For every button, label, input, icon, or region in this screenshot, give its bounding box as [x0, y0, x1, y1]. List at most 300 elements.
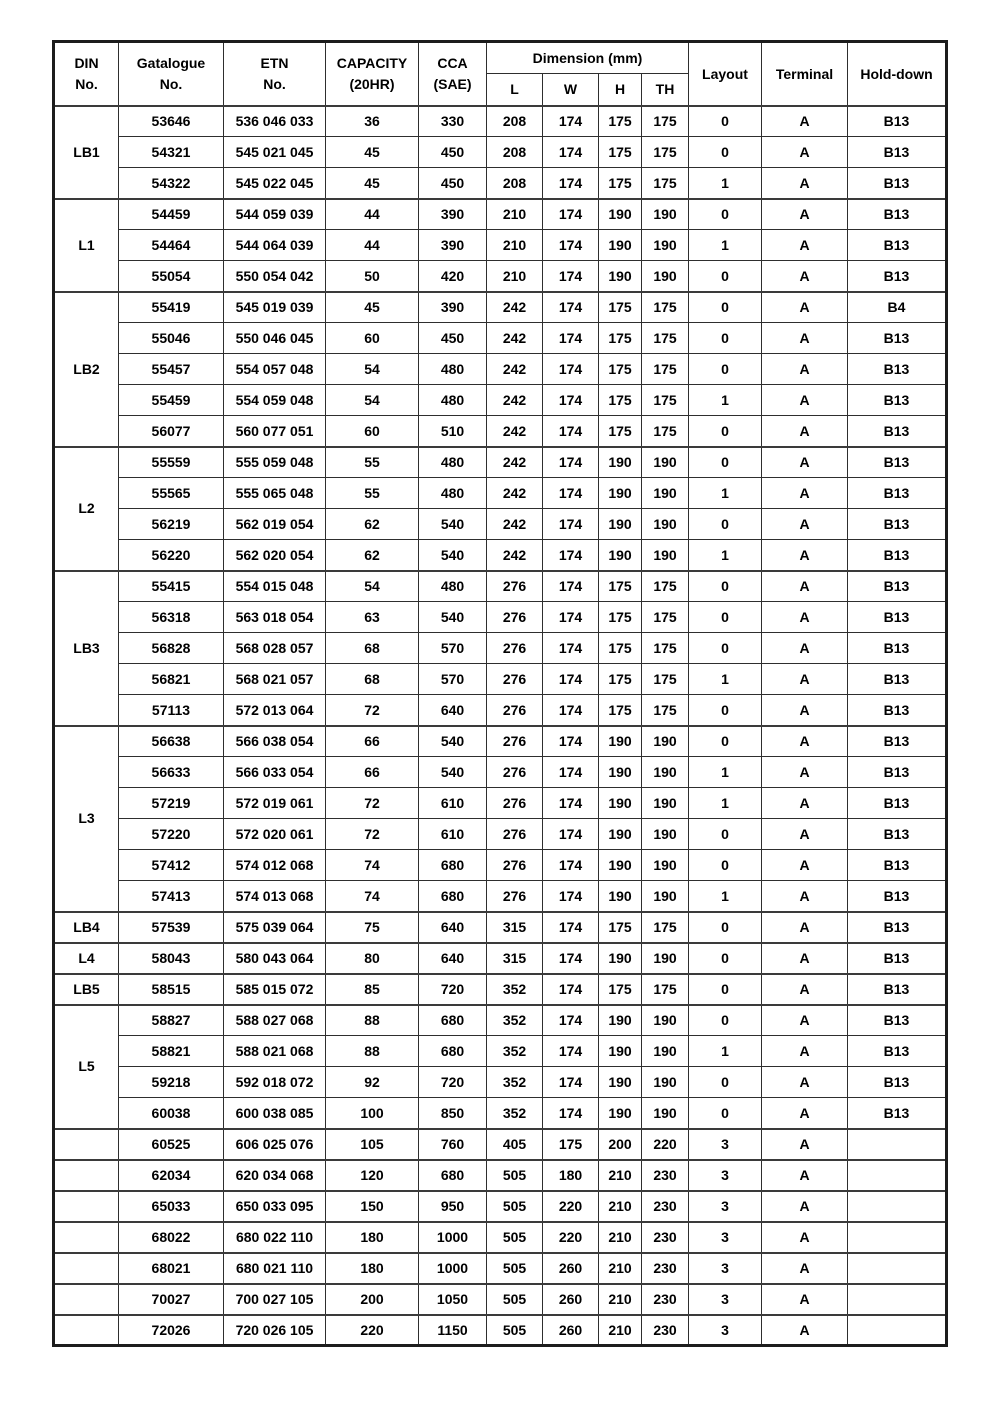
dim-l-cell: 276 — [487, 571, 543, 602]
dim-l-cell: 276 — [487, 757, 543, 788]
cca-sae-cell: 480 — [419, 354, 487, 385]
col-header-terminal: Terminal — [762, 42, 848, 106]
table-header — [54, 42, 947, 106]
catalogue-no-cell: 56828 — [119, 633, 224, 664]
table-row — [54, 1191, 947, 1222]
catalogue-no-cell: 57413 — [119, 881, 224, 912]
terminal-cell: A — [762, 540, 848, 571]
terminal-cell: A — [762, 292, 848, 323]
etn-no-cell: 554 059 048 — [224, 385, 326, 416]
dim-th-cell: 175 — [642, 137, 689, 168]
hold-down-cell: B13 — [848, 168, 947, 199]
dim-l-cell: 315 — [487, 943, 543, 974]
capacity-20hr-cell: 36 — [326, 106, 419, 137]
capacity-20hr-cell: 75 — [326, 912, 419, 943]
terminal-cell: A — [762, 354, 848, 385]
dim-h-cell: 190 — [599, 478, 642, 509]
catalogue-no-cell: 53646 — [119, 106, 224, 137]
catalogue-no-cell: 62034 — [119, 1160, 224, 1191]
dim-w-cell: 174 — [543, 478, 599, 509]
dim-th-cell: 175 — [642, 385, 689, 416]
dim-h-cell: 210 — [599, 1191, 642, 1222]
layout-cell: 1 — [689, 478, 762, 509]
terminal-cell: A — [762, 695, 848, 726]
dim-l-cell: 210 — [487, 230, 543, 261]
dim-w-cell: 174 — [543, 1098, 599, 1129]
dim-th-cell: 175 — [642, 695, 689, 726]
dim-th-cell: 190 — [642, 881, 689, 912]
table-row — [54, 602, 947, 633]
din-no-cell — [54, 1222, 119, 1253]
etn-no-cell: 572 019 061 — [224, 788, 326, 819]
etn-no-cell: 536 046 033 — [224, 106, 326, 137]
battery-spec-table — [52, 40, 948, 1347]
dim-l-cell: 242 — [487, 354, 543, 385]
table-row — [54, 509, 947, 540]
dim-w-cell: 174 — [543, 912, 599, 943]
table-row — [54, 788, 947, 819]
capacity-20hr-cell: 100 — [326, 1098, 419, 1129]
dim-th-cell: 175 — [642, 974, 689, 1005]
col-header-din-no — [54, 42, 119, 106]
table-row — [54, 1160, 947, 1191]
dim-h-cell: 175 — [599, 292, 642, 323]
terminal-cell: A — [762, 230, 848, 261]
dim-l-cell: 210 — [487, 261, 543, 292]
table-row — [54, 664, 947, 695]
cca-sae-cell: 640 — [419, 943, 487, 974]
dim-h-cell: 190 — [599, 1005, 642, 1036]
capacity-20hr-cell: 60 — [326, 416, 419, 447]
cca-sae-cell: 570 — [419, 664, 487, 695]
dim-h-cell: 175 — [599, 106, 642, 137]
din-group-l3 — [54, 726, 947, 912]
dim-l-cell: 276 — [487, 695, 543, 726]
din-no-cell — [54, 1253, 119, 1284]
catalogue-no-cell: 56077 — [119, 416, 224, 447]
cca-sae-cell: 1150 — [419, 1315, 487, 1346]
dim-th-cell: 175 — [642, 633, 689, 664]
dim-th-cell: 190 — [642, 850, 689, 881]
terminal-cell: A — [762, 137, 848, 168]
table-row — [54, 695, 947, 726]
dim-h-cell: 210 — [599, 1253, 642, 1284]
terminal-cell: A — [762, 664, 848, 695]
capacity-20hr-cell: 54 — [326, 385, 419, 416]
table-row — [54, 1067, 947, 1098]
dim-w-cell: 260 — [543, 1315, 599, 1346]
dim-w-cell: 220 — [543, 1222, 599, 1253]
table-row — [54, 633, 947, 664]
din-no-cell: LB2 — [54, 292, 119, 447]
capacity-20hr-cell: 220 — [326, 1315, 419, 1346]
table-row — [54, 1098, 947, 1129]
hold-down-cell: B13 — [848, 1036, 947, 1067]
catalogue-no-cell: 56318 — [119, 602, 224, 633]
dim-l-cell: 276 — [487, 633, 543, 664]
cca-sae-cell: 480 — [419, 385, 487, 416]
layout-cell: 3 — [689, 1191, 762, 1222]
capacity-20hr-cell: 68 — [326, 664, 419, 695]
col-header-cca-line1: CCA — [437, 54, 468, 71]
hold-down-cell: B13 — [848, 788, 947, 819]
din-no-cell: LB4 — [54, 912, 119, 943]
capacity-20hr-cell: 66 — [326, 726, 419, 757]
capacity-20hr-cell: 180 — [326, 1253, 419, 1284]
hold-down-cell: B13 — [848, 1098, 947, 1129]
etn-no-cell: 544 059 039 — [224, 199, 326, 230]
hold-down-cell: B13 — [848, 137, 947, 168]
dim-th-cell: 190 — [642, 726, 689, 757]
dim-w-cell: 174 — [543, 850, 599, 881]
dim-w-cell: 174 — [543, 881, 599, 912]
dim-w-cell: 174 — [543, 509, 599, 540]
capacity-20hr-cell: 85 — [326, 974, 419, 1005]
table-row — [54, 1129, 947, 1160]
etn-no-cell: 588 027 068 — [224, 1005, 326, 1036]
cca-sae-cell: 450 — [419, 168, 487, 199]
dim-l-cell: 242 — [487, 385, 543, 416]
dim-th-cell: 175 — [642, 168, 689, 199]
dim-w-cell: 174 — [543, 261, 599, 292]
cca-sae-cell: 760 — [419, 1129, 487, 1160]
col-header-catalogue-line2: No. — [159, 75, 183, 92]
etn-no-cell: 550 054 042 — [224, 261, 326, 292]
dim-w-cell: 174 — [543, 323, 599, 354]
layout-cell: 0 — [689, 726, 762, 757]
dim-h-cell: 175 — [599, 571, 642, 602]
capacity-20hr-cell: 55 — [326, 447, 419, 478]
layout-cell: 1 — [689, 881, 762, 912]
din-no-cell: L2 — [54, 447, 119, 571]
cca-sae-cell: 720 — [419, 1067, 487, 1098]
terminal-cell: A — [762, 199, 848, 230]
table-row — [54, 912, 947, 943]
dim-th-cell: 190 — [642, 478, 689, 509]
dim-th-cell: 190 — [642, 540, 689, 571]
dim-w-cell: 260 — [543, 1253, 599, 1284]
etn-no-cell: 580 043 064 — [224, 943, 326, 974]
catalogue-no-cell: 56633 — [119, 757, 224, 788]
etn-no-cell: 554 057 048 — [224, 354, 326, 385]
capacity-20hr-cell: 54 — [326, 354, 419, 385]
dim-w-cell: 174 — [543, 230, 599, 261]
col-header-catalogue-no — [119, 42, 224, 106]
etn-no-cell: 554 015 048 — [224, 571, 326, 602]
dim-h-cell: 175 — [599, 602, 642, 633]
table-row — [54, 1253, 947, 1284]
terminal-cell: A — [762, 106, 848, 137]
hold-down-cell: B13 — [848, 571, 947, 602]
catalogue-no-cell: 55565 — [119, 478, 224, 509]
dim-l-cell: 352 — [487, 1067, 543, 1098]
terminal-cell: A — [762, 168, 848, 199]
hold-down-cell: B13 — [848, 664, 947, 695]
terminal-cell: A — [762, 1129, 848, 1160]
cca-sae-cell: 390 — [419, 230, 487, 261]
table-row — [54, 819, 947, 850]
etn-no-cell: 650 033 095 — [224, 1191, 326, 1222]
cca-sae-cell: 1000 — [419, 1222, 487, 1253]
etn-no-cell: 545 021 045 — [224, 137, 326, 168]
terminal-cell: A — [762, 571, 848, 602]
terminal-cell: A — [762, 881, 848, 912]
layout-cell: 0 — [689, 1005, 762, 1036]
hold-down-cell: B13 — [848, 757, 947, 788]
capacity-20hr-cell: 68 — [326, 633, 419, 664]
dim-h-cell: 175 — [599, 323, 642, 354]
dim-h-cell: 200 — [599, 1129, 642, 1160]
etn-no-cell: 563 018 054 — [224, 602, 326, 633]
catalogue-no-cell: 56220 — [119, 540, 224, 571]
layout-cell: 0 — [689, 819, 762, 850]
hold-down-cell: B13 — [848, 447, 947, 478]
etn-no-cell: 555 059 048 — [224, 447, 326, 478]
etn-no-cell: 606 025 076 — [224, 1129, 326, 1160]
capacity-20hr-cell: 62 — [326, 540, 419, 571]
table-row — [54, 943, 947, 974]
table-row — [54, 261, 947, 292]
catalogue-no-cell: 57412 — [119, 850, 224, 881]
table-row — [54, 106, 947, 137]
capacity-20hr-cell: 55 — [326, 478, 419, 509]
layout-cell: 0 — [689, 1098, 762, 1129]
catalogue-no-cell: 72026 — [119, 1315, 224, 1346]
catalogue-no-cell: 55054 — [119, 261, 224, 292]
dim-h-cell: 175 — [599, 695, 642, 726]
hold-down-cell — [848, 1253, 947, 1284]
dim-th-cell: 175 — [642, 664, 689, 695]
capacity-20hr-cell: 72 — [326, 788, 419, 819]
etn-no-cell: 562 020 054 — [224, 540, 326, 571]
catalogue-no-cell: 70027 — [119, 1284, 224, 1315]
dim-h-cell: 175 — [599, 354, 642, 385]
terminal-cell: A — [762, 1067, 848, 1098]
capacity-20hr-cell: 63 — [326, 602, 419, 633]
etn-no-cell: 680 021 110 — [224, 1253, 326, 1284]
terminal-cell: A — [762, 850, 848, 881]
dim-w-cell: 174 — [543, 602, 599, 633]
table-row — [54, 1284, 947, 1315]
dim-l-cell: 505 — [487, 1191, 543, 1222]
dim-w-cell: 174 — [543, 199, 599, 230]
col-header-dim-th: TH — [642, 74, 689, 106]
dim-l-cell: 276 — [487, 726, 543, 757]
layout-cell: 0 — [689, 354, 762, 385]
cca-sae-cell: 680 — [419, 850, 487, 881]
terminal-cell: A — [762, 478, 848, 509]
etn-no-cell: 700 027 105 — [224, 1284, 326, 1315]
cca-sae-cell: 680 — [419, 1005, 487, 1036]
cca-sae-cell: 540 — [419, 540, 487, 571]
table-row — [54, 416, 947, 447]
dim-th-cell: 220 — [642, 1129, 689, 1160]
cca-sae-cell: 610 — [419, 819, 487, 850]
dim-l-cell: 405 — [487, 1129, 543, 1160]
din-group-blank — [54, 1222, 947, 1253]
din-group-blank — [54, 1253, 947, 1284]
layout-cell: 3 — [689, 1315, 762, 1346]
layout-cell: 1 — [689, 168, 762, 199]
layout-cell: 0 — [689, 137, 762, 168]
catalogue-no-cell: 58043 — [119, 943, 224, 974]
cca-sae-cell: 640 — [419, 912, 487, 943]
dim-th-cell: 230 — [642, 1191, 689, 1222]
etn-no-cell: 566 038 054 — [224, 726, 326, 757]
dim-w-cell: 174 — [543, 292, 599, 323]
dim-l-cell: 352 — [487, 1005, 543, 1036]
terminal-cell: A — [762, 1098, 848, 1129]
dim-h-cell: 190 — [599, 230, 642, 261]
capacity-20hr-cell: 150 — [326, 1191, 419, 1222]
hold-down-cell — [848, 1191, 947, 1222]
hold-down-cell: B4 — [848, 292, 947, 323]
dim-th-cell: 175 — [642, 106, 689, 137]
dim-th-cell: 230 — [642, 1160, 689, 1191]
dim-w-cell: 174 — [543, 137, 599, 168]
layout-cell: 0 — [689, 633, 762, 664]
layout-cell: 0 — [689, 106, 762, 137]
dim-h-cell: 210 — [599, 1284, 642, 1315]
hold-down-cell: B13 — [848, 199, 947, 230]
table-row — [54, 168, 947, 199]
table-row — [54, 1222, 947, 1253]
catalogue-no-cell: 56821 — [119, 664, 224, 695]
dim-w-cell: 174 — [543, 1067, 599, 1098]
table-row — [54, 478, 947, 509]
etn-no-cell: 588 021 068 — [224, 1036, 326, 1067]
layout-cell: 0 — [689, 943, 762, 974]
capacity-20hr-cell: 92 — [326, 1067, 419, 1098]
cca-sae-cell: 450 — [419, 137, 487, 168]
cca-sae-cell: 480 — [419, 447, 487, 478]
cca-sae-cell: 480 — [419, 571, 487, 602]
capacity-20hr-cell: 45 — [326, 292, 419, 323]
table-row — [54, 385, 947, 416]
dim-l-cell: 242 — [487, 540, 543, 571]
layout-cell: 0 — [689, 261, 762, 292]
layout-cell: 1 — [689, 1036, 762, 1067]
dim-th-cell: 175 — [642, 323, 689, 354]
din-no-cell — [54, 1129, 119, 1160]
layout-cell: 0 — [689, 199, 762, 230]
dim-w-cell: 174 — [543, 757, 599, 788]
hold-down-cell — [848, 1222, 947, 1253]
terminal-cell: A — [762, 974, 848, 1005]
dim-th-cell: 190 — [642, 1036, 689, 1067]
dim-l-cell: 505 — [487, 1222, 543, 1253]
layout-cell: 0 — [689, 974, 762, 1005]
capacity-20hr-cell: 54 — [326, 571, 419, 602]
table-row — [54, 292, 947, 323]
dim-l-cell: 505 — [487, 1284, 543, 1315]
catalogue-no-cell: 55457 — [119, 354, 224, 385]
din-no-cell — [54, 1315, 119, 1346]
dim-w-cell: 174 — [543, 819, 599, 850]
cca-sae-cell: 850 — [419, 1098, 487, 1129]
catalogue-no-cell: 57539 — [119, 912, 224, 943]
din-group-lb3 — [54, 571, 947, 726]
layout-cell: 1 — [689, 788, 762, 819]
dim-th-cell: 230 — [642, 1315, 689, 1346]
cca-sae-cell: 390 — [419, 199, 487, 230]
col-header-capacity-line1: CAPACITY — [336, 54, 408, 71]
layout-cell: 0 — [689, 571, 762, 602]
din-no-cell — [54, 1284, 119, 1315]
etn-no-cell: 566 033 054 — [224, 757, 326, 788]
col-header-cca — [419, 42, 487, 106]
dim-h-cell: 175 — [599, 385, 642, 416]
din-no-cell — [54, 1191, 119, 1222]
cca-sae-cell: 640 — [419, 695, 487, 726]
etn-no-cell: 545 019 039 — [224, 292, 326, 323]
dim-h-cell: 190 — [599, 1067, 642, 1098]
cca-sae-cell: 570 — [419, 633, 487, 664]
din-group-lb4 — [54, 912, 947, 943]
table-row — [54, 726, 947, 757]
dim-th-cell: 175 — [642, 292, 689, 323]
dim-h-cell: 190 — [599, 881, 642, 912]
dim-th-cell: 190 — [642, 199, 689, 230]
dim-l-cell: 210 — [487, 199, 543, 230]
catalogue-no-cell: 55559 — [119, 447, 224, 478]
hold-down-cell: B13 — [848, 540, 947, 571]
cca-sae-cell: 950 — [419, 1191, 487, 1222]
cca-sae-cell: 450 — [419, 323, 487, 354]
hold-down-cell: B13 — [848, 323, 947, 354]
dim-th-cell: 175 — [642, 354, 689, 385]
table-row — [54, 1315, 947, 1346]
din-group-lb2 — [54, 292, 947, 447]
catalogue-no-cell: 65033 — [119, 1191, 224, 1222]
hold-down-cell: B13 — [848, 695, 947, 726]
hold-down-cell: B13 — [848, 726, 947, 757]
capacity-20hr-cell: 88 — [326, 1005, 419, 1036]
dim-l-cell: 505 — [487, 1253, 543, 1284]
layout-cell: 0 — [689, 509, 762, 540]
catalogue-no-cell: 55419 — [119, 292, 224, 323]
dim-w-cell: 174 — [543, 726, 599, 757]
col-header-etn-line2: No. — [263, 75, 286, 92]
cca-sae-cell: 1000 — [419, 1253, 487, 1284]
col-header-catalogue-line1: Gatalogue — [136, 54, 206, 71]
layout-cell: 3 — [689, 1129, 762, 1160]
din-group-l2 — [54, 447, 947, 571]
terminal-cell: A — [762, 323, 848, 354]
catalogue-no-cell: 60038 — [119, 1098, 224, 1129]
terminal-cell: A — [762, 385, 848, 416]
dim-h-cell: 210 — [599, 1315, 642, 1346]
dim-th-cell: 175 — [642, 571, 689, 602]
layout-cell: 0 — [689, 912, 762, 943]
catalogue-no-cell: 60525 — [119, 1129, 224, 1160]
layout-cell: 1 — [689, 230, 762, 261]
dim-l-cell: 352 — [487, 1098, 543, 1129]
dim-th-cell: 190 — [642, 788, 689, 819]
dim-th-cell: 230 — [642, 1284, 689, 1315]
capacity-20hr-cell: 80 — [326, 943, 419, 974]
dim-l-cell: 208 — [487, 168, 543, 199]
dim-w-cell: 174 — [543, 974, 599, 1005]
dim-l-cell: 242 — [487, 416, 543, 447]
dim-h-cell: 175 — [599, 137, 642, 168]
table-row — [54, 323, 947, 354]
terminal-cell: A — [762, 509, 848, 540]
dim-l-cell: 276 — [487, 881, 543, 912]
catalogue-no-cell: 55415 — [119, 571, 224, 602]
etn-no-cell: 545 022 045 — [224, 168, 326, 199]
dim-l-cell: 315 — [487, 912, 543, 943]
